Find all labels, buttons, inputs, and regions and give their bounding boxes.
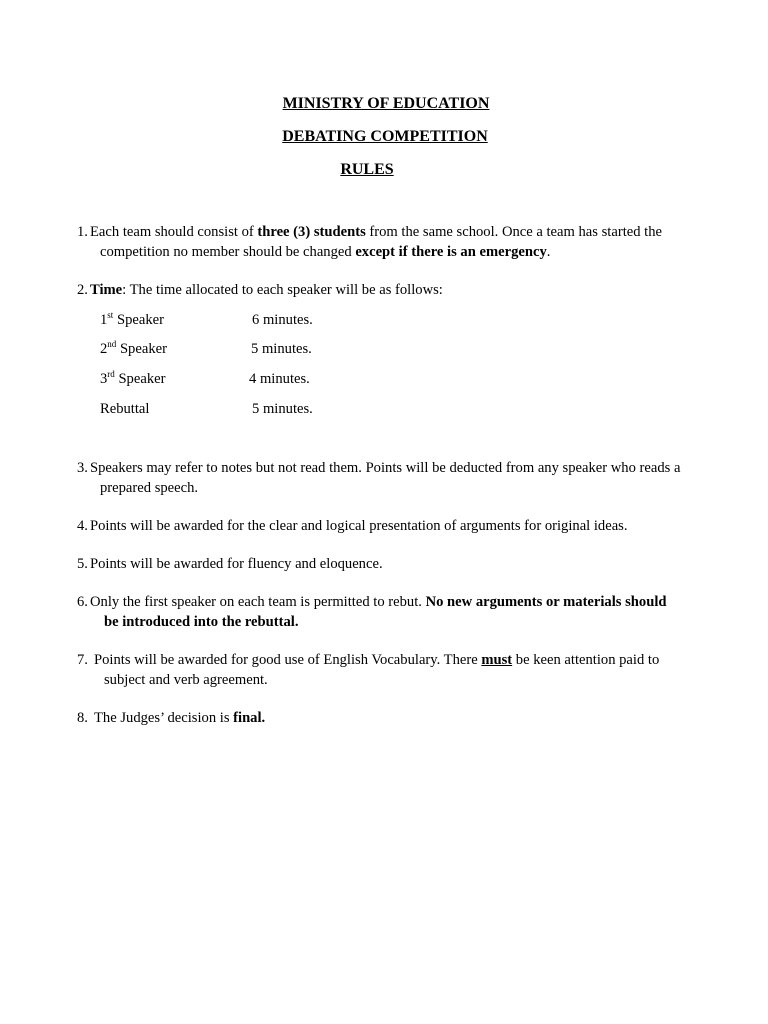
rule-text: Each team should consist of — [90, 224, 258, 240]
rule-7-line-1 — [94, 651, 659, 671]
rule-emphasis: must — [481, 652, 513, 668]
heading-rules: RULES — [340, 161, 394, 178]
rule-emphasis: three (3) students — [257, 224, 366, 240]
rule-4-line-1: Points will be awarded for the clear and logical presentation of arguments for original ideas. — [90, 518, 628, 534]
rule-text: from the same school. Once a team has started the — [365, 224, 662, 240]
rule-text: be keen attention paid to — [512, 652, 660, 668]
time-row-value: 4 minutes. — [249, 371, 310, 387]
rule-6-line-2 — [104, 613, 298, 633]
rule-number: 7. — [77, 652, 88, 668]
rule-emphasis: No new arguments or materials should — [425, 594, 667, 610]
rule-2-line-1 — [90, 281, 443, 301]
rule-number: 1. — [77, 224, 88, 240]
speaker-label: Speaker — [116, 341, 167, 357]
rule-6-line-1 — [90, 593, 667, 613]
rule-emphasis: except if there is an emergency — [355, 243, 547, 260]
rule-number: 3. — [77, 460, 88, 476]
rule-number: 6. — [77, 594, 88, 610]
time-row-value: 6 minutes. — [252, 312, 313, 328]
time-row-value: 5 minutes. — [251, 341, 312, 357]
rule-1-line-2 — [100, 243, 550, 263]
rule-number: 8. — [77, 710, 88, 726]
ordinal-number: 3 — [100, 371, 108, 387]
rule-emphasis: Time — [90, 282, 123, 298]
ordinal-suffix: rd — [107, 369, 115, 379]
time-row-label: Rebuttal — [100, 401, 150, 417]
ordinal-number: 2 — [100, 341, 108, 357]
ordinal-suffix: nd — [107, 339, 117, 349]
rule-3-line-1: Speakers may refer to notes but not read them. Points will be deducted from any speaker who reads a — [90, 460, 681, 476]
rule-text: . — [546, 243, 551, 260]
rule-text: . — [294, 613, 299, 630]
heading-competition: DEBATING COMPETITION — [282, 128, 488, 145]
rule-text: competition no member should be changed — [100, 243, 356, 260]
time-row-value: 5 minutes. — [252, 401, 313, 417]
rule-text: The Judges’ decision is — [94, 710, 234, 726]
rule-emphasis: final. — [233, 710, 266, 726]
rule-number: 4. — [77, 518, 88, 534]
rule-3-line-2: prepared speech. — [100, 479, 199, 496]
ordinal-number: 1 — [100, 312, 108, 328]
time-row-label — [100, 340, 167, 360]
rule-1-line-1 — [90, 223, 662, 243]
time-row-label — [100, 311, 164, 331]
heading-ministry: MINISTRY OF EDUCATION — [282, 95, 490, 112]
rule-number: 2. — [77, 282, 88, 298]
rule-8-line-1 — [94, 709, 265, 729]
rule-emphasis: be introduced into the rebuttal — [104, 613, 295, 630]
rule-text: : The time allocated to each speaker will be as follows: — [122, 282, 443, 298]
speaker-label: Speaker — [113, 312, 164, 328]
rule-5-line-1: Points will be awarded for fluency and eloquence. — [90, 556, 383, 572]
time-row-label — [100, 370, 165, 390]
rule-7-line-2: subject and verb agreement. — [104, 671, 268, 688]
rule-number: 5. — [77, 556, 88, 572]
ordinal-suffix: st — [107, 310, 114, 320]
rule-text: Points will be awarded for good use of English Vocabulary. There — [94, 652, 482, 668]
rule-text: Only the first speaker on each team is permitted to rebut. — [90, 594, 426, 610]
speaker-label: Speaker — [114, 371, 166, 387]
